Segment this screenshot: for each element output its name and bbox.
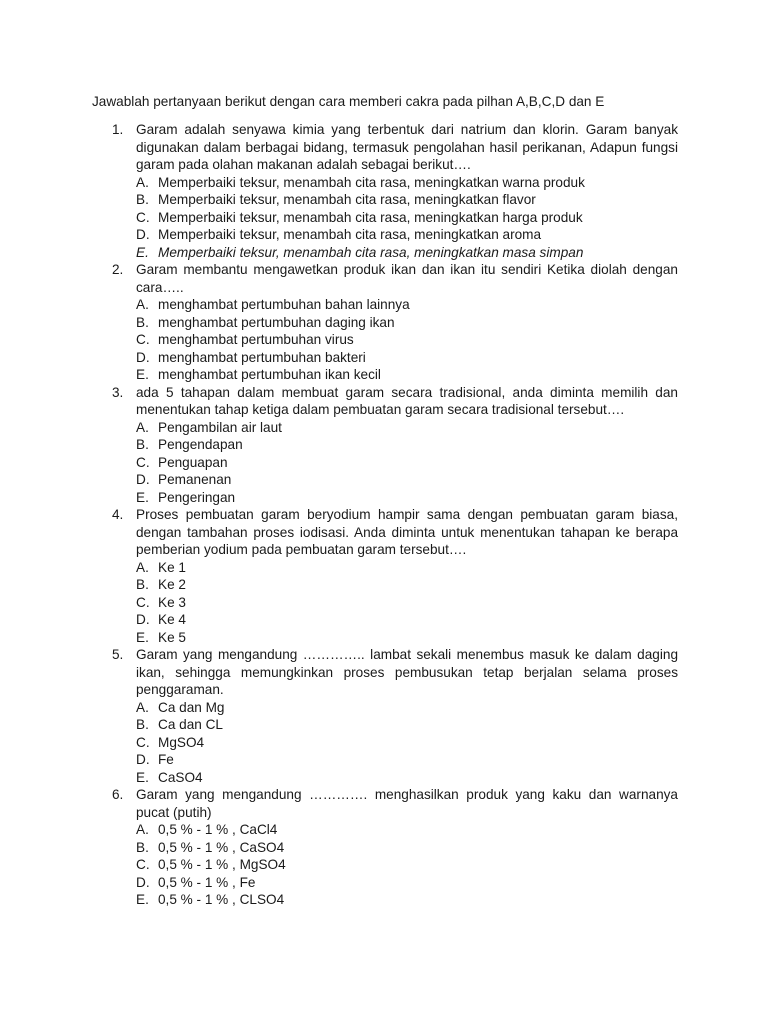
answer-option (136, 891, 678, 909)
answer-option (136, 594, 678, 612)
answer-option (136, 454, 678, 472)
answer-option (136, 349, 678, 367)
option-text: menghambat pertumbuhan bahan lainnya (158, 297, 410, 312)
question-number: 3. (112, 384, 124, 400)
answer-option (136, 471, 678, 489)
answer-option (136, 699, 678, 717)
option-text: 0,5 % - 1 % , CaSO4 (158, 839, 285, 855)
option-text: CaSO4 (158, 769, 203, 785)
answer-option (136, 629, 678, 647)
answer-option (136, 821, 678, 839)
answer-option (136, 769, 678, 787)
question-item (112, 646, 678, 786)
answer-option (136, 419, 678, 437)
option-letter: A. (136, 174, 149, 190)
question-item (112, 786, 678, 909)
answer-option (136, 611, 678, 629)
option-text: Ke 4 (158, 612, 186, 627)
answer-option (136, 314, 678, 332)
option-letter: E. (136, 769, 149, 785)
question-item (112, 121, 678, 261)
option-text: Memperbaiki teksur, menambah cita rasa, meningkatkan masa simpan (158, 244, 584, 260)
option-letter: B. (136, 839, 149, 855)
option-letter: D. (136, 227, 150, 242)
answer-option (136, 489, 678, 507)
question-number: 1. (112, 122, 124, 137)
option-letter: D. (136, 874, 150, 890)
option-text: 0,5 % - 1 % , MgSO4 (158, 857, 286, 872)
question-list (112, 121, 678, 909)
option-text: Pengeringan (158, 489, 236, 505)
question-text: Garam yang mengandung ………….. lambat sekali menembus masuk ke dalam daging ikan, sehingga memungkinkan proses pembusukan tetap berjalan selama proses penggaraman. (136, 647, 678, 697)
option-letter: E. (136, 489, 149, 505)
question-text: Proses pembuatan garam beryodium hampir sama dengan pembuatan garam biasa, dengan tambahan proses iodisasi. Anda diminta untuk menentukan tahapan ke berapa pemberian yodium pada pembuatan garam tersebut…. (136, 507, 678, 557)
answer-option (136, 191, 678, 209)
option-text: Ke 3 (158, 594, 186, 610)
answer-option (136, 366, 678, 384)
option-letter: A. (136, 297, 149, 312)
question-item (112, 506, 678, 646)
option-letter: C. (136, 734, 150, 750)
question-item (112, 261, 678, 384)
option-letter: E. (136, 629, 149, 645)
option-letter: B. (136, 437, 149, 452)
option-letter: E. (136, 367, 149, 382)
answer-option (136, 576, 678, 594)
question-text: Garam membantu mengawetkan produk ikan dan ikan itu sendiri Ketika diolah dengan cara….. (136, 262, 678, 295)
answer-option (136, 559, 678, 577)
question-number: 2. (112, 262, 124, 277)
option-text: Ke 5 (158, 629, 186, 645)
option-text: Pemanenan (158, 472, 232, 487)
answer-option (136, 856, 678, 874)
answer-option (136, 226, 678, 244)
question-item (112, 384, 678, 507)
option-text: Ke 1 (158, 559, 186, 575)
option-letter: B. (136, 717, 149, 732)
option-text: menghambat pertumbuhan bakteri (158, 349, 366, 365)
option-text: menghambat pertumbuhan virus (158, 332, 354, 347)
option-text: Memperbaiki teksur, menambah cita rasa, meningkatkan warna produk (158, 174, 585, 190)
option-letter: C. (136, 594, 150, 610)
answer-option (136, 839, 678, 857)
option-letter: A. (136, 822, 149, 837)
question-number: 4. (112, 507, 124, 522)
option-letter: B. (136, 577, 149, 592)
answer-option (136, 734, 678, 752)
option-text: 0,5 % - 1 % , CLSO4 (158, 892, 285, 907)
option-text: 0,5 % - 1 % , CaCl4 (158, 822, 278, 837)
option-text: Memperbaiki teksur, menambah cita rasa, meningkatkan harga produk (158, 209, 583, 225)
question-text: Garam yang mengandung …………. menghasilkan produk yang kaku dan warnanya pucat (putih) (136, 787, 678, 820)
question-number: 5. (112, 647, 124, 662)
option-letter: E. (136, 244, 149, 260)
option-letter: C. (136, 332, 150, 347)
option-letter: A. (136, 699, 149, 715)
option-letter: A. (136, 419, 149, 435)
option-text: Penguapan (158, 454, 228, 470)
option-letter: C. (136, 209, 150, 225)
answer-option (136, 716, 678, 734)
option-text: menghambat pertumbuhan daging ikan (158, 314, 395, 330)
option-letter: D. (136, 752, 150, 767)
option-letter: A. (136, 559, 149, 575)
answer-option (136, 174, 678, 192)
answer-option (136, 331, 678, 349)
answer-option (136, 751, 678, 769)
option-text: Pengambilan air laut (158, 419, 282, 435)
answer-option (136, 244, 678, 262)
question-text: Garam adalah senyawa kimia yang terbentuk dari natrium dan klorin. Garam banyak digunakan dalam berbagai bidang, termasuk pengolahan hasil perikanan, Adapun fungsi garam pada olahan makanan adalah sebagai berikut…. (136, 122, 678, 172)
option-text: Memperbaiki teksur, menambah cita rasa, meningkatkan flavor (158, 192, 536, 207)
question-text: ada 5 tahapan dalam membuat garam secara tradisional, anda diminta memilih dan menentukan tahap ketiga dalam pembuatan garam secara tradisional tersebut…. (136, 384, 678, 417)
option-letter: C. (136, 857, 150, 872)
answer-option (136, 296, 678, 314)
option-text: Pengendapan (158, 437, 243, 452)
question-number: 6. (112, 787, 124, 802)
option-text: Ca dan CL (158, 717, 223, 732)
option-text: menghambat pertumbuhan ikan kecil (158, 367, 381, 382)
option-letter: D. (136, 612, 150, 627)
option-text: Memperbaiki teksur, menambah cita rasa, meningkatkan aroma (158, 227, 542, 242)
option-letter: D. (136, 472, 150, 487)
option-letter: E. (136, 892, 149, 907)
option-text: MgSO4 (158, 734, 205, 750)
option-text: Ke 2 (158, 577, 186, 592)
answer-option (136, 436, 678, 454)
option-letter: B. (136, 192, 149, 207)
option-text: Ca dan Mg (158, 699, 225, 715)
instruction-text: Jawablah pertanyaan berikut dengan cara memberi cakra pada pilhan A,B,C,D dan E (92, 94, 605, 109)
answer-option (136, 209, 678, 227)
answer-option (136, 874, 678, 892)
option-text: Fe (158, 752, 174, 767)
option-letter: C. (136, 454, 150, 470)
option-letter: D. (136, 349, 150, 365)
option-text: 0,5 % - 1 % , Fe (158, 874, 256, 890)
option-letter: B. (136, 314, 149, 330)
